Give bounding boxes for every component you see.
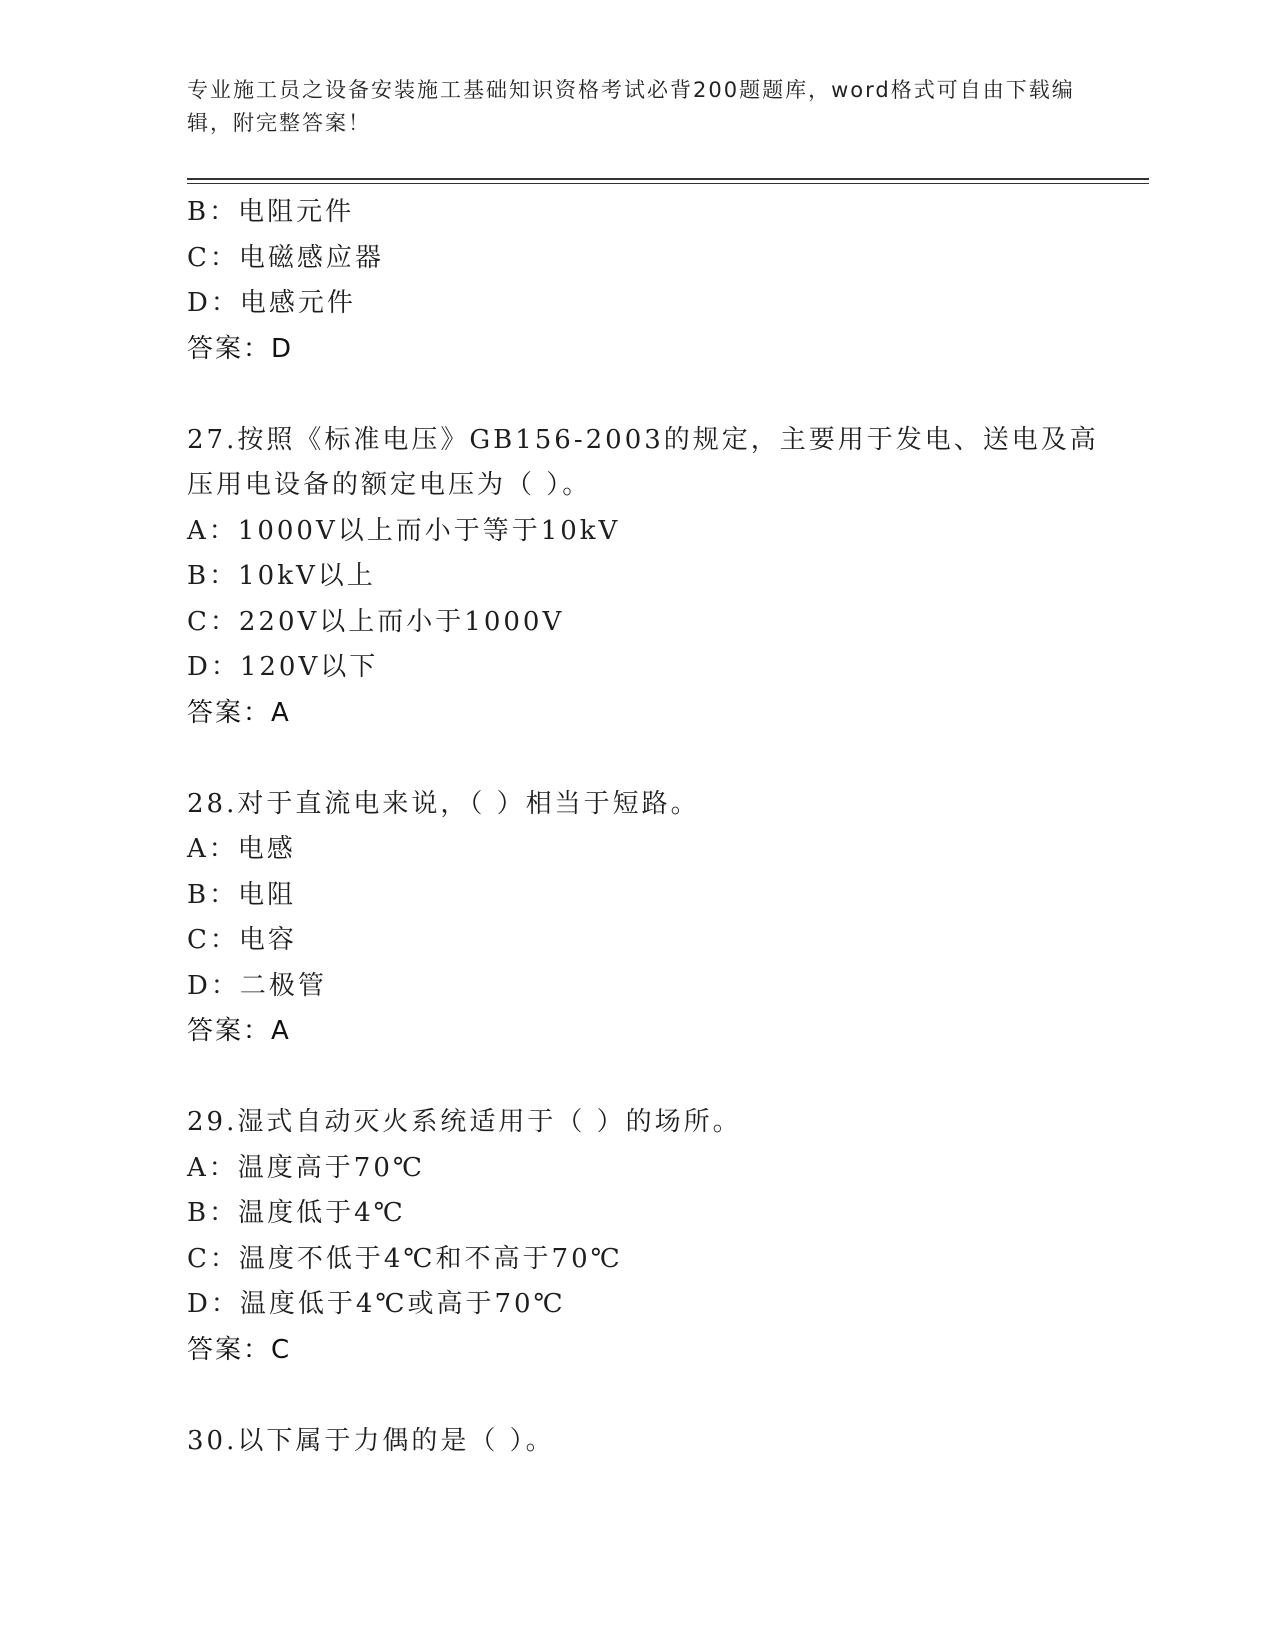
question-29 <box>187 1100 1107 1373</box>
document-header: 专业施工员之设备安装施工基础知识资格考试必背200题题库，word格式可自由下载编辑，附完整答案！ <box>187 78 1075 135</box>
option-d: D：120V以下 <box>187 652 379 682</box>
option-c: C：电磁感应器 <box>187 242 384 273</box>
question-28 <box>187 782 1107 1055</box>
answer-text: 答案：C <box>187 1334 292 1365</box>
answer-text: 答案：A <box>187 697 291 728</box>
spacer <box>187 1055 1107 1101</box>
option-b: B：电阻元件 <box>187 197 355 227</box>
header-divider-thin <box>187 183 1149 184</box>
question-30 <box>187 1419 1107 1465</box>
option-b: B：10kV以上 <box>187 561 376 591</box>
question-26-fragment <box>187 190 1107 372</box>
option-a: A：温度高于70℃ <box>187 1152 425 1183</box>
option-b: B：温度低于4℃ <box>187 1198 406 1228</box>
question-stem: 29.湿式自动灭火系统适用于（ ）的场所。 <box>187 1107 742 1137</box>
option-c: C：220V以上而小于1000V <box>187 606 565 637</box>
option-d: D：电感元件 <box>187 288 356 318</box>
question-list <box>187 190 1107 1464</box>
option-c: C：温度不低于4℃和不高于70℃ <box>187 1243 623 1274</box>
header-divider-thick <box>187 178 1149 180</box>
answer-text: 答案：D <box>187 333 294 364</box>
question-stem: 30.以下属于力偶的是（ ）。 <box>187 1425 555 1456</box>
option-c: C：电容 <box>187 925 297 955</box>
question-27 <box>187 418 1107 737</box>
option-d: D：二极管 <box>187 970 327 1001</box>
spacer <box>187 1373 1107 1419</box>
question-stem: 27.按照《标准电压》GB156-2003的规定，主要用于发电、送电及高压用电设备的额定电压为（ ）。 <box>187 424 1099 500</box>
option-a: A：1000V以上而小于等于10kV <box>187 515 621 546</box>
option-d: D：温度低于4℃或高于70℃ <box>187 1289 566 1319</box>
option-b: B：电阻 <box>187 879 297 910</box>
spacer <box>187 736 1107 782</box>
spacer <box>187 372 1107 418</box>
option-a: A：电感 <box>187 834 296 864</box>
question-stem: 28.对于直流电来说，（ ）相当于短路。 <box>187 788 700 819</box>
answer-text: 答案：A <box>187 1016 291 1046</box>
